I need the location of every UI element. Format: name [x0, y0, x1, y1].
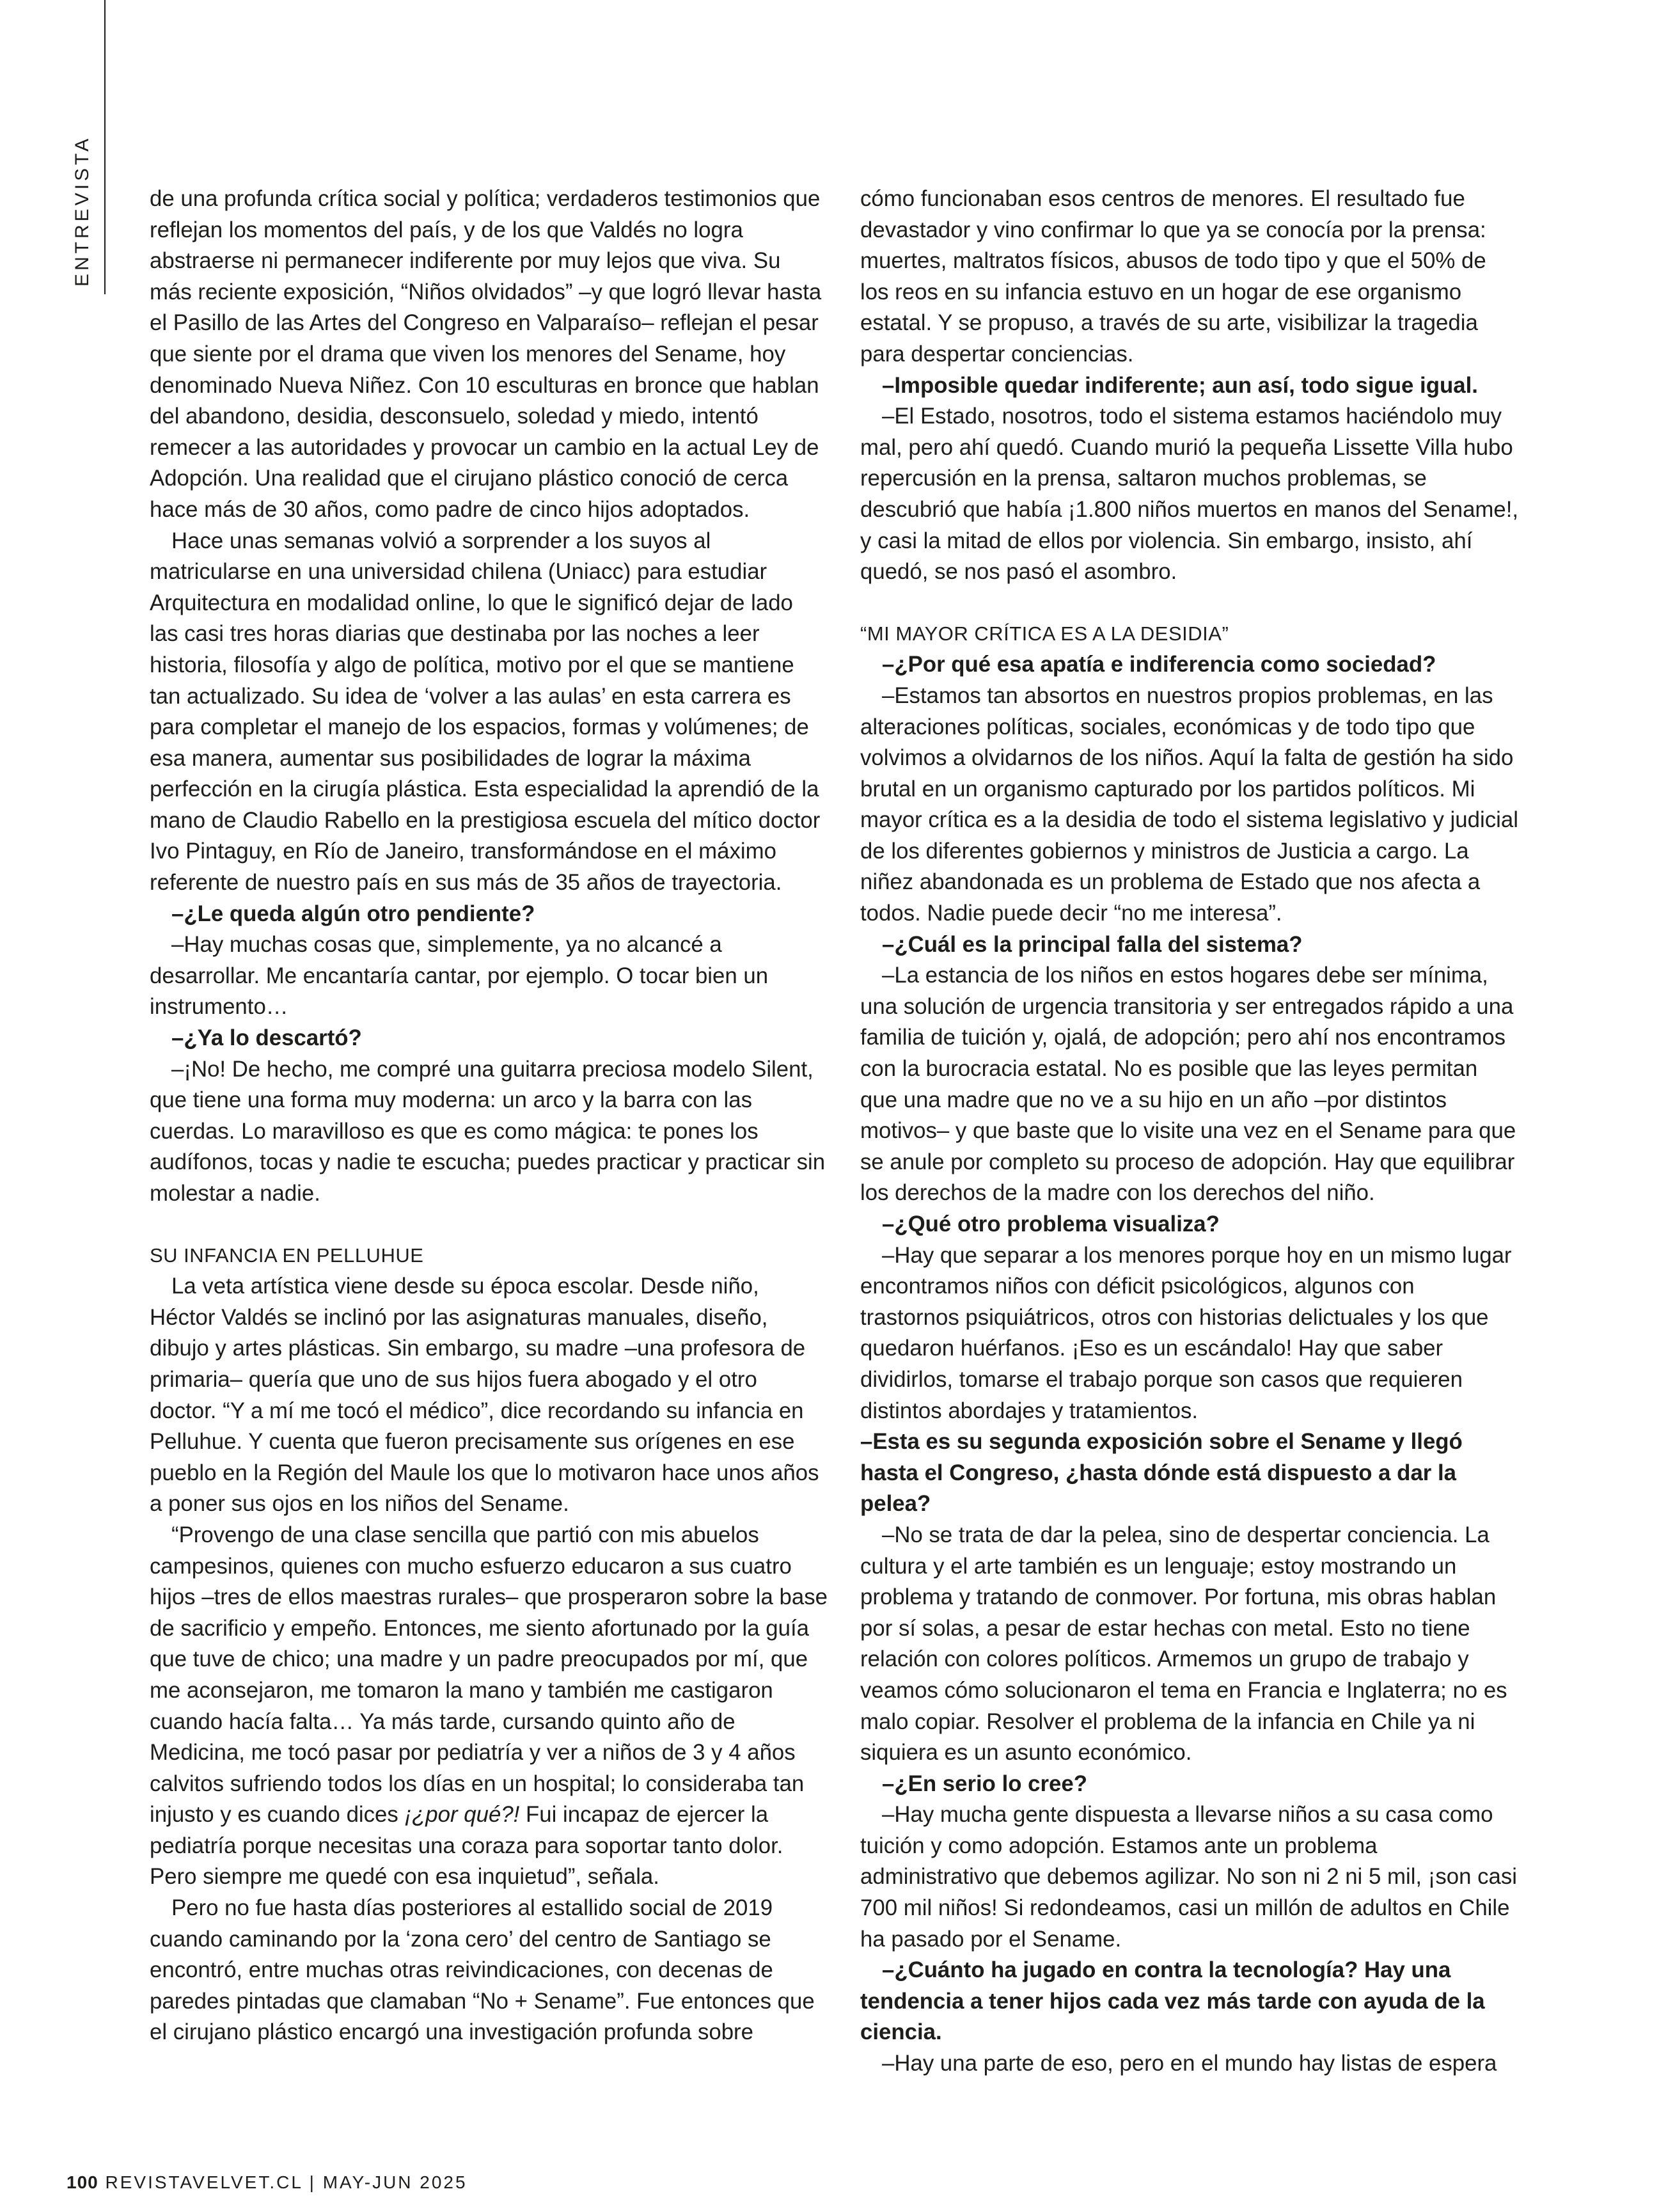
right-answer-7: –Hay una parte de eso, pero en el mundo hay listas de espera [882, 2051, 1497, 2076]
left-paragraph-4 [150, 1520, 828, 1893]
spacer [150, 1210, 828, 1240]
quote-text-a: “Provengo de una clase sencilla que partió con mis abuelos campesinos, quienes con mucho esfuerzo educaron a sus cuatro hijos –tres de ellos maestras rurales– que prosperaron sobre la base de sacrificio y empeño. Entonces, me siento afortunado por la guía que tuve de chico; una madre y un padre preocupados por mí, que me aconsejaron, me tomaron la mano y también me castigaron cuando hacía falta… Ya más tarde, cursando quinto año de Medicina, me tocó pasar por pediatría y ver a niños de 3 y 4 años calvitos sufriendo todos los días en un hospital; lo consideraba tan injusto y es cuando dices [150, 1522, 828, 1828]
right-paragraph-1: cómo funcionaban esos centros de menores. El resultado fue devastador y vino confirmar lo que ya se conocía por la prensa: muertes, maltratos físicos, abusos de todo tipo y que el 50% de los reos en su infancia estuvo en un hogar de ese organismo estatal. Y se propuso, a través de su arte, visibilizar la tragedia para despertar conciencias. [860, 186, 1486, 367]
spacer [860, 588, 1519, 619]
right-subheading: “MI MAYOR CRÍTICA ES A LA DESIDIA” [860, 622, 1229, 645]
right-question-4: –¿Qué otro problema visualiza? [882, 1212, 1220, 1236]
right-answer-3: –La estancia de los niños en estos hogares debe ser mínima, una solución de urgencia transitoria y ser entregados rápido a una familia de tuición y, ojalá, de adopción; pero ahí nos encontramos con la burocracia estatal. No es posible que las leyes permitan que una madre que no ve a su hijo en un año –por distintos motivos– y que baste que lo visite una vez en el Sename para que se anule por completo su proceso de adopción. Hay que equilibrar los derechos de la madre con los derechos del niño. [860, 963, 1516, 1206]
right-column [860, 184, 1519, 2080]
left-answer-2: –¡No! De hecho, me compré una guitarra preciosa modelo Silent, que tiene una forma muy moderna: un arco y la barra con las cuerdas. Lo maravilloso es que es como mágica: te pones los audífonos, tocas y nadie te escucha; puedes practicar y practicar sin molestar a nadie. [150, 1056, 826, 1206]
right-answer-1: –El Estado, nosotros, todo el sistema estamos haciéndolo muy mal, pero ahí quedó. Cuando murió la pequeña Lissette Villa hubo repercusión en la prensa, saltaron muchos problemas, se descubrió que había ¡1.800 niños muertos en manos del Sename!, y casi la mitad de ellos por violencia. Sin embargo, insisto, ahí quedó, se nos pasó el asombro. [860, 404, 1519, 585]
left-question-1: –¿Le queda algún otro pendiente? [171, 901, 535, 926]
vertical-rule [104, 0, 106, 294]
right-question-5: –Esta es su segunda exposición sobre el Sename y llegó hasta el Congreso, ¿hasta dónde está dispuesto a dar la pelea? [860, 1429, 1463, 1517]
quote-emphasis: ¡¿por qué?! [404, 1802, 520, 1828]
section-label: ENTREVISTA [72, 135, 93, 287]
publication-info: REVISTAVELVET.CL | MAY-JUN 2025 [105, 2172, 468, 2192]
left-paragraph-5: Pero no fue hasta días posteriores al estallido social de 2019 cuando caminando por la ‘zona cero’ del centro de Santiago se encontró, entre muchas otras reivindicaciones, con decenas de paredes pintadas que clamaban “No + Sename”. Fue entonces que el cirujano plástico encargó una investigación profunda sobre [150, 1895, 815, 2045]
right-answer-4: –Hay que separar a los menores porque hoy en un mismo lugar encontramos niños con déficit psicológicos, algunos con trastornos psiquiátricos, otros con historias delictuales y los que quedaron huérfanos. ¡Eso es un escándalo! Hay que saber dividirlos, tomarse el trabajo porque son casos que requieren distintos abordajes y tratamientos. [860, 1242, 1512, 1423]
left-subheading: SU INFANCIA EN PELLUHUE [150, 1244, 424, 1267]
right-question-1: –Imposible quedar indiferente; aun así, todo sigue igual. [882, 372, 1478, 398]
left-paragraph-3: La veta artística viene desde su época escolar. Desde niño, Héctor Valdés se inclinó por las asignaturas manuales, diseño, dibujo y artes plásticas. Sin embargo, su madre –una profesora de primaria– quería que uno de sus hijos fuera abogado y el otro doctor. “Y a mí me tocó el médico”, dice recordando su infancia en Pelluhue. Y cuenta que fueron precisamente sus orígenes en ese pueblo en la Región del Maule los que lo motivaron hace unos años a poner sus ojos en los niños del Sename. [150, 1274, 819, 1517]
left-paragraph-1: de una profunda crítica social y política; verdaderos testimonios que reflejan los momentos del país, y de los que Valdés no logra abstraerse ni permanecer indiferente por muy lejos que viva. Su más reciente exposición, “Niños olvidados” –y que logró llevar hasta el Pasillo de las Artes del Congreso en Valparaíso– reflejan el pesar que siente por el drama que viven los menores del Sename, hoy denominado Nueva Niñez. Con 10 esculturas en bronce que hablan del abandono, desidia, desconsuelo, soledad y miedo, intentó remecer a las autoridades y provocar un cambio en la actual Ley de Adopción. Una realidad que el cirujano plástico conoció de cerca hace más de 30 años, como padre de cinco hijos adoptados. [150, 186, 822, 522]
left-question-2: –¿Ya lo descartó? [171, 1025, 362, 1051]
right-answer-2: –Estamos tan absortos en nuestros propios problemas, en las alteraciones políticas, sociales, económicas y de todo tipo que volvimos a olvidarnos de los niños. Aquí la falta de gestión ha sido brutal en un organismo capturado por los partidos políticos. Mi mayor crítica es a la desidia de todo el sistema legislativo y judicial de los diferentes gobiernos y ministros de Justicia a cargo. La niñez abandonada es un problema de Estado que nos afecta a todos. Nadie puede decir “no me interesa”. [860, 683, 1518, 926]
quote-text-b: Fui incapaz de ejercer la pediatría porque necesitas una coraza para soportar tanto dolor. Pero siempre me quedé con esa inquietud”, señala. [150, 1802, 783, 1890]
page-number: 100 [67, 2172, 98, 2192]
left-answer-1: –Hay muchas cosas que, simplemente, ya no alcancé a desarrollar. Me encantaría cantar, por ejemplo. O tocar bien un instrumento… [150, 932, 769, 1020]
page-footer [67, 2172, 468, 2193]
right-answer-6: –Hay mucha gente dispuesta a llevarse niños a su casa como tuición y como adopción. Estamos ante un problema administrativo que debemos agilizar. No son ni 2 ni 5 mil, ¡son casi 700 mil niños! Si redondeamos, casi un millón de adultos en Chile ha pasado por el Sename. [860, 1802, 1518, 1952]
right-question-6: –¿En serio lo cree? [882, 1771, 1088, 1796]
right-question-2: –¿Por qué esa apatía e indiferencia como sociedad? [882, 652, 1436, 677]
left-column [150, 184, 828, 2048]
right-answer-5: –No se trata de dar la pelea, sino de despertar conciencia. La cultura y el arte también es un lenguaje; estoy mostrando un problema y tratando de conmover. Por fortuna, mis obras hablan por sí solas, a pesar de estar hechas con metal. Esto no tiene relación con colores políticos. Armemos un grupo de trabajo y veamos cómo solucionaron el tema en Francia e Inglaterra; no es malo copiar. Resolver el problema de la infancia en Chile ya ni siquiera es un asunto económico. [860, 1522, 1507, 1766]
right-question-3: –¿Cuál es la principal falla del sistema? [882, 931, 1303, 957]
left-paragraph-2: Hace unas semanas volvió a sorprender a los suyos al matricularse en una universidad chilena (Uniacc) para estudiar Arquitectura en modalidad online, lo que le significó dejar de lado las casi tres horas diarias que destinaba por las noches a leer historia, filosofía y algo de política, motivo por el que se mantiene tan actualizado. Su idea de ‘volver a las aulas’ en esta carrera es para completar el manejo de los espacios, formas y volúmenes; de esa manera, aumentar sus posibilidades de lograr la máxima perfección en la cirugía plástica. Esta especialidad la aprendió de la mano de Claudio Rabello en la prestigiosa escuela del mítico doctor Ivo Pintaguy, en Río de Janeiro, transformándose en el máximo referente de nuestro país en sus más de 35 años de trayectoria. [150, 528, 821, 896]
right-question-7: –¿Cuánto ha jugado en contra la tecnología? Hay una tendencia a tener hijos cada vez más tarde con ayuda de la ciencia. [860, 1957, 1485, 2045]
